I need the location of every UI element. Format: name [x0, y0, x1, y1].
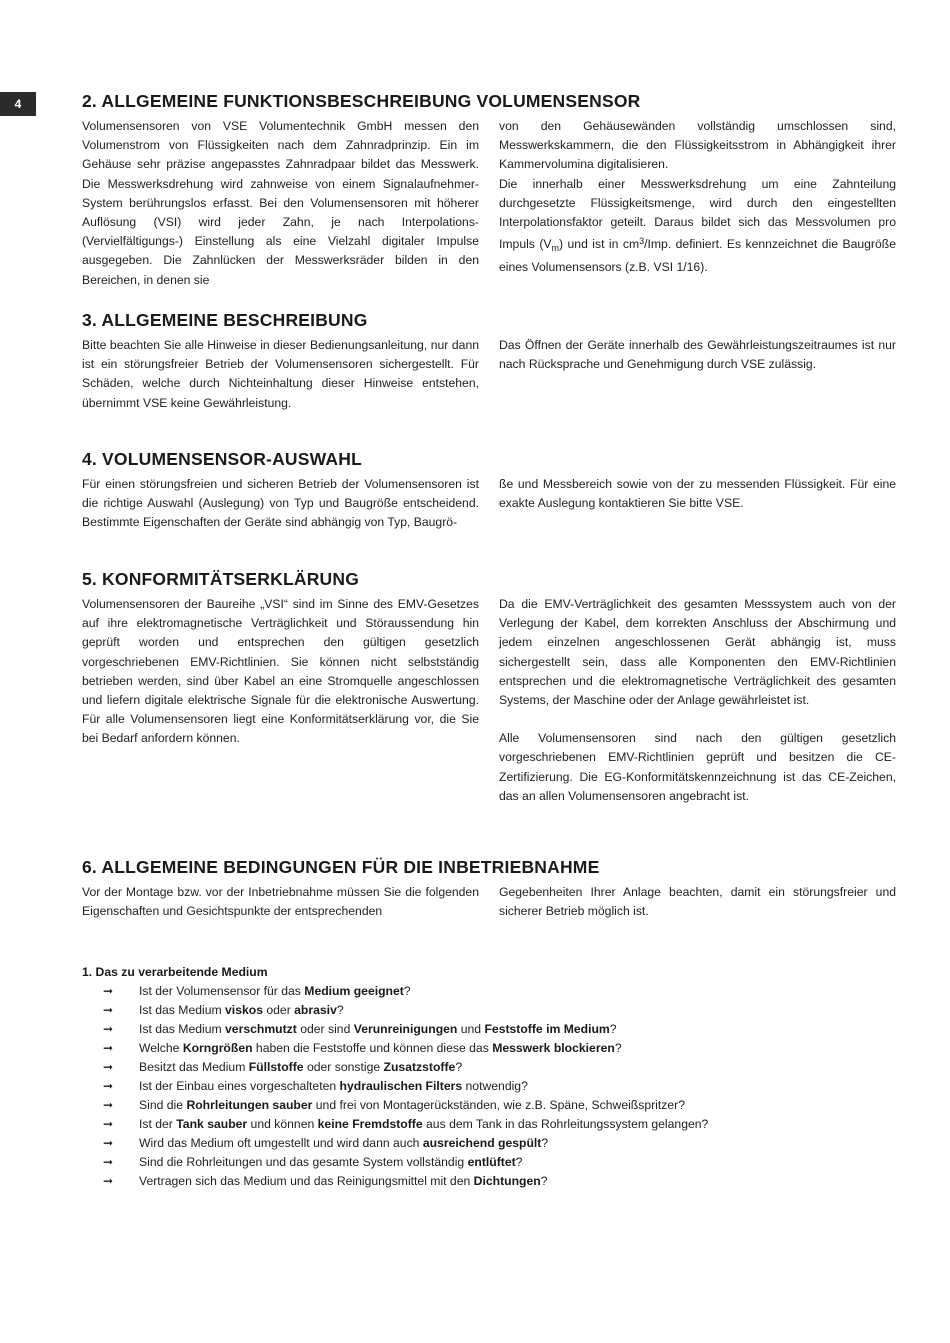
paragraph: Bitte beachten Sie alle Hinweise in dieser Bedienungsanleitung, nur dann ist ein störungsfreier Betrieb der Volumensensoren sichergestellt. Für Schäden, welche durch Nichteinhaltung dieser Hinweise entstehen, übernimmt VSE keine Gewährleistung.: [82, 338, 479, 410]
right-column: [499, 336, 896, 413]
superscript-3: 3: [639, 236, 645, 247]
left-column: [82, 336, 479, 413]
right-column: [499, 475, 896, 533]
emphasis-text: hydraulischen Filters: [339, 1079, 463, 1093]
item-text: Sind die: [139, 1098, 187, 1112]
emphasis-text: Medium geeignet: [304, 984, 404, 998]
paragraph: von den Gehäusewänden vollständig umschlossen sind, Messwerkskammern, die den Flüssigkeitsstrom in Abhängigkeit ihrer Kammervolumina digitalisieren.: [499, 119, 896, 172]
text-part: ) und ist in cm: [559, 237, 640, 252]
item-text: Sind die Rohrleitungen und das gesamte System vollständig: [139, 1155, 468, 1169]
section-title: 6. ALLGEMEINE BEDINGUNGEN FÜR DIE INBETRIEBNAHME: [82, 857, 600, 877]
item-text: oder sonstige: [303, 1060, 384, 1074]
paragraph: Volumensensoren der Baureihe „VSI“ sind im Sinne des EMV-Gesetzes auf ihre elektromagnetische Verträglichkeit und Störaussendung hin geprüft worden und entsprechen den gültigen gesetzlich vorgeschriebenen EMV-Richtlinien. Sie können nicht selbstständig betrieben werden, sind über Kabel an eine Stromquelle angeschlossen und liefern digitale elektrische Signale für die elektronische Auswertung. Für alle Volumensensoren liegt eine Konformitätserklärung vor, die Sie bei Bedarf anfordern können.: [82, 597, 479, 746]
arrow-right-icon: ➞: [103, 1003, 114, 1017]
item-text: Welche: [139, 1041, 183, 1055]
emphasis-text: Feststoffe im Medium: [484, 1022, 610, 1036]
item-text: und frei von Montagerückständen, wie z.B. Späne, Schweißspritzer?: [312, 1098, 685, 1112]
emphasis-text: Rohrleitungen sauber: [186, 1098, 313, 1112]
paragraph: Für einen störungsfreien und sicheren Betrieb der Volumensensoren ist die richtige Auswahl (Auslegung) von Typ und Baugröße entscheidend. Bestimmte Eigenschaften der Geräte sind abhängig von Typ, Baugrö-: [82, 477, 479, 530]
emphasis-text: entlüftet: [467, 1155, 516, 1169]
item-text: ?: [614, 1041, 622, 1055]
item-text: Ist der Volumensensor für das: [139, 984, 305, 998]
item-text: ?: [403, 984, 411, 998]
arrow-right-icon: ➞: [103, 1174, 114, 1188]
emphasis-text: keine Fremdstoffe: [317, 1117, 423, 1131]
checklist-item: [82, 1058, 896, 1077]
item-text: Ist der: [139, 1117, 177, 1131]
checklist-item: [82, 1039, 896, 1058]
paragraph-measure-volume: [499, 175, 896, 278]
subscript-m: m: [551, 243, 560, 254]
checklist-item: [82, 1096, 896, 1115]
item-text: Wird das Medium oft umgestellt und wird dann auch: [139, 1136, 423, 1150]
item-text: Ist der Einbau eines vorgeschalteten: [139, 1079, 340, 1093]
arrow-right-icon: ➞: [103, 1041, 114, 1055]
right-column: [499, 883, 896, 921]
arrow-right-icon: ➞: [103, 1155, 114, 1169]
arrow-right-icon: ➞: [103, 1117, 114, 1131]
item-text: ?: [541, 1136, 549, 1150]
paragraph: Vor der Montage bzw. vor der Inbetriebnahme müssen Sie die folgenden Eigenschaften und Gesichtspunkte der entsprechenden: [82, 885, 479, 919]
section-commissioning-conditions: [82, 856, 896, 921]
item-text: oder: [262, 1003, 295, 1017]
arrow-right-icon: ➞: [103, 1079, 114, 1093]
checklist-items: [82, 982, 896, 1191]
item-text: Ist das Medium: [139, 1003, 226, 1017]
left-column: [82, 595, 479, 806]
right-column: [499, 117, 896, 290]
emphasis-text: ausreichend gespült: [422, 1136, 542, 1150]
emphasis-text: Korngrößen: [182, 1041, 253, 1055]
checklist-item: [82, 1153, 896, 1172]
checklist-item: [82, 1134, 896, 1153]
checklist-title: 1. Das zu verarbeitende Medium: [82, 965, 268, 979]
item-text: ?: [455, 1060, 463, 1074]
item-text: haben die Feststoffe und können diese das: [252, 1041, 493, 1055]
item-text: oder sind: [296, 1022, 354, 1036]
item-text: ?: [540, 1174, 548, 1188]
paragraph: Da die EMV-Verträglichkeit des gesamten Messsystem auch von der Verlegung der Kabel, dem korrekten Anschluss der Abschirmung und jedem einzelnen angeschlossenen Gerät abhängig ist, muss sichergestellt sein, dass alle Komponenten den EMV-Richtlinien entsprechen und die elektromagnetische Verträglichkeit des gesamten Systems, der Maschine oder der Anlage gewährleistet ist.: [499, 597, 896, 708]
paragraph: Das Öffnen der Geräte innerhalb des Gewährleistungszeitraumes ist nur nach Rücksprache und Genehmigung durch VSE zulässig.: [499, 338, 896, 372]
arrow-right-icon: ➞: [103, 1022, 114, 1036]
arrow-right-icon: ➞: [103, 1098, 114, 1112]
item-text: Besitzt das Medium: [139, 1060, 249, 1074]
item-text: und: [457, 1022, 485, 1036]
right-column: [499, 595, 896, 806]
section-general-description: [82, 309, 896, 413]
medium-checklist: [82, 963, 896, 1191]
section-title: 3. ALLGEMEINE BESCHREIBUNG: [82, 310, 368, 330]
arrow-right-icon: ➞: [103, 1060, 114, 1074]
section-conformity-declaration: [82, 568, 896, 806]
emphasis-text: Dichtungen: [473, 1174, 541, 1188]
arrow-right-icon: ➞: [103, 984, 114, 998]
item-text: Ist das Medium: [139, 1022, 226, 1036]
arrow-right-icon: ➞: [103, 1136, 114, 1150]
item-text: und können: [247, 1117, 318, 1131]
paragraph: Gegebenheiten Ihrer Anlage beachten, damit ein störungsfreier und sicherer Betrieb möglich ist.: [499, 885, 896, 919]
emphasis-text: Füllstoffe: [248, 1060, 304, 1074]
item-text: notwendig?: [462, 1079, 528, 1093]
checklist-item: [82, 1001, 896, 1020]
emphasis-text: Messwerk blockieren: [492, 1041, 615, 1055]
section-title: 4. VOLUMENSENSOR-AUSWAHL: [82, 449, 362, 469]
checklist-item: [82, 1077, 896, 1096]
checklist-item: [82, 1020, 896, 1039]
emphasis-text: Zusatzstoffe: [383, 1060, 456, 1074]
item-text: ?: [609, 1022, 617, 1036]
checklist-item: [82, 1115, 896, 1134]
text-part: Die innerhalb einer Messwerksdrehung um eine Zahnteilung durchgesetzte Flüssigkeitsmenge, wird durch den eingestellten Interpolationsfaktor geteilt. Daraus bildet sich das Messvolumen pro Impuls (V: [499, 176, 896, 252]
emphasis-text: abrasiv: [294, 1003, 337, 1017]
text-part: /Imp. definiert. Es kennzeichnet die Baugröße eines Volumensensors (z.B. VSI 1/16).: [499, 237, 896, 275]
checklist-item: [82, 1172, 896, 1191]
section-functional-description: [82, 90, 896, 290]
emphasis-text: viskos: [225, 1003, 263, 1017]
left-column: [82, 883, 479, 921]
emphasis-text: Tank sauber: [176, 1117, 248, 1131]
paragraph: Alle Volumensensoren sind nach den gültigen gesetzlich vorgeschriebenen EMV-Richtlinien geprüft und besitzen die CE-Zertifizierung. Die EG-Konformitätskennzeichnung ist das CE-Zeichen, das an allen Volumensensoren angebracht ist.: [499, 731, 896, 803]
item-text: ?: [515, 1155, 523, 1169]
left-column: [82, 475, 479, 533]
left-column: [82, 117, 479, 290]
paragraph: Volumensensoren von VSE Volumentechnik GmbH messen den Volumenstrom von Flüssigkeiten nach dem Zahnradprinzip. Ein im Gehäuse sehr präzise angepasstes Zahnradpaar bildet das Messwerk. Die Messwerksdrehung wird zahnweise von einem Signalaufnehmer-System berührungslos erfasst. Bei den Volumensensoren mit höherer Auflösung (VSI) wird jeder Zahn, je nach Interpolations- (Vervielfältigungs-) Einstellung als eine Vielzahl digitaler Impulse ausgegeben. Die Zahnlücken der Messwerksräder bilden in den Bereichen, in denen sie: [82, 119, 479, 287]
emphasis-text: Verunreinigungen: [353, 1022, 458, 1036]
page-number-tab: 4: [0, 92, 36, 116]
item-text: ?: [336, 1003, 344, 1017]
item-text: aus dem Tank in das Rohrleitungssystem gelangen?: [422, 1117, 709, 1131]
emphasis-text: verschmutzt: [225, 1022, 297, 1036]
section-title: 5. KONFORMITÄTSERKLÄRUNG: [82, 569, 360, 589]
section-sensor-selection: [82, 448, 896, 533]
item-text: Vertragen sich das Medium und das Reinigungsmittel mit den: [139, 1174, 474, 1188]
section-title: 2. ALLGEMEINE FUNKTIONSBESCHREIBUNG VOLUMENSENSOR: [82, 91, 641, 111]
paragraph: ße und Messbereich sowie von der zu messenden Flüssigkeit. Für eine exakte Auslegung kontaktieren Sie bitte VSE.: [499, 477, 896, 511]
checklist-item: [82, 982, 896, 1001]
